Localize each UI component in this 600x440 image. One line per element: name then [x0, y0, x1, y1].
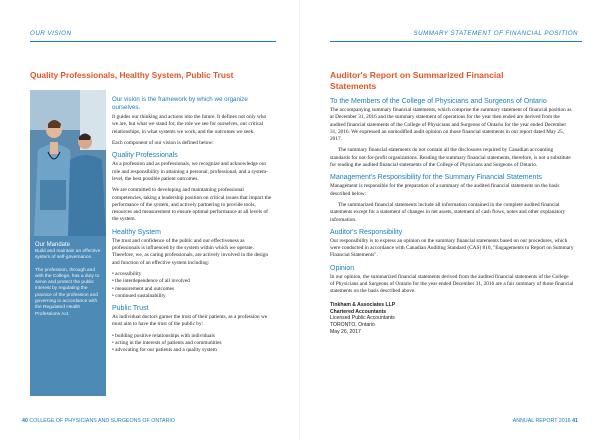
- running-header-right: SUMMARY STATEMENT OF FINANCIAL POSITION: [413, 30, 578, 37]
- mandate-sidebar: [30, 236, 106, 396]
- page-title-left: Quality Professionals, Healthy System, Public Trust: [30, 70, 234, 80]
- auditor-report-column: [330, 98, 574, 336]
- vision-intro: Our vision is the framework by which we organize ourselves.: [112, 96, 248, 111]
- heading-management-responsibility: Management's Responsibility for the Summary Financial Statements: [330, 174, 542, 182]
- signoff-line: Chartered Accountants: [330, 308, 387, 315]
- hs-para: The trust and confidence of the public and our effectiveness as professionals is influenced by the system within which we operate. Therefore, we, as caring professionals, are actively involved in the design and function of an effective system including:: [112, 237, 269, 266]
- footer-text-right: ANNUAL REPORT 2016: [512, 418, 571, 424]
- list-item: • measurement and outcomes: [112, 285, 175, 292]
- list-item: • acting in the interests of patients and communities: [112, 340, 222, 347]
- to-para-1: The accompanying summary financial statements, which comprise the summary statement of financial position as at December 31, 2016 and the summary statement of operations for the year then ended are derived from the audited financial statements of the College of Physicians and Surgeons of Ontario for the year ended December 31, 2016. We expressed an unmodified audit opinion on those financial statements in our report dated May 25, 2017.: [330, 107, 572, 143]
- sidebar-title: Our Mandate: [35, 242, 71, 248]
- list-item: • advocating for our patients and a quality system: [112, 347, 217, 354]
- aud-para: Our responsibility is to express an opinion on the summary financial statements based on our procedures, which were conducted in accordance with Canadian Auditing Standard (CAS) 810, "Engagements to Report on Summary Financial Statements".: [330, 237, 574, 259]
- mgmt-para-2: The summarized financial statements include all information contained in the complete audited financial statements except for a statement of changes in net assets, statement of cash flows, notes and other explanatory information.: [330, 201, 566, 223]
- sidebar-text-1: Build and maintain an effective system of self-governance.: [35, 249, 101, 261]
- staff-photo-illustration: [30, 90, 106, 236]
- qp-para-2: We are committed to developing and maintaining professional competencies, taking a leadership position on critical issues that impact the performance of the system, and actively partnering to provide tools, resources and measurement to ensure optimal performance at all levels of the system.: [112, 187, 272, 223]
- signoff-line: TORONTO, Ontario: [330, 322, 375, 329]
- running-header-left: OUR VISION: [30, 30, 72, 37]
- signoff-date: May 26, 2017: [330, 329, 361, 336]
- staff-photo: [30, 90, 106, 236]
- heading-to-members: To the Members of the College of Physicians and Surgeons of Ontario: [330, 98, 547, 105]
- list-item: • continued sustainability: [112, 292, 166, 299]
- list-item: • building positive relationships with individuals: [112, 332, 215, 339]
- page-number-right: 41: [572, 418, 578, 424]
- header-rule-right: [330, 41, 582, 42]
- list-item: • the interdependence of all involved: [112, 278, 190, 285]
- header-rule-left: [30, 41, 276, 42]
- page-title-right: [330, 70, 580, 92]
- hs-bullet-list: [112, 271, 272, 300]
- heading-auditor-responsibility: Auditor's Responsibility: [330, 228, 403, 236]
- list-item: • accessibility: [112, 270, 142, 277]
- page-number-left: 40: [22, 418, 28, 424]
- heading-opinion: Opinion: [330, 264, 355, 272]
- to-para-2: The summary financial statements do not contain all the disclosures required by Canadian accounting standards for not-for-profit organizations. Reading the summary financial statements, therefore, is not a substitute for reading the audited financial statements of the College of Physicians and Surgeons of Ontario.: [330, 147, 571, 169]
- footer-right: [513, 418, 578, 424]
- auditor-signoff: [330, 302, 574, 337]
- heading-public-trust: Public Trust: [112, 305, 149, 313]
- sidebar-text-2: The profession, through and with the College, has a duty to serve and protect the public interest by regulating the practice of the profession and governing in accordance with the Regulated Health Professions Act.: [35, 267, 100, 317]
- signoff-line: Licensed Public Accountants: [330, 315, 395, 322]
- qp-para-1: As a profession and as professionals, we recognize and acknowledge our role and responsibility in attaining a personal, professional, and a system-level, the best possible patient outcomes.: [112, 161, 268, 182]
- opinion-para: In our opinion, the summarized financial statements derived from the audited financial statements of the College of Physicians and Surgeons of Ontario for the year ended December 31, 2016 are a fair summary of those financial statements on the basis described above.: [330, 273, 574, 295]
- vision-text-column: [112, 96, 272, 358]
- title-line-1: Auditor's Report on Summarized Financial: [330, 70, 504, 80]
- pt-para: As individual doctors garner the trust of their patients, as a profession we must aim to have the trust of the public by:: [112, 314, 268, 328]
- heading-quality-professionals: Quality Professionals: [112, 152, 178, 160]
- pt-bullet-list: [112, 333, 272, 355]
- footer-text-left: COLLEGE OF PHYSICIANS AND SURGEONS OF ONTARIO: [29, 418, 175, 424]
- footer-left: [22, 418, 175, 424]
- vision-para-1: It guides our thinking and actions into the future. It defines not only who we are, but what we stand for, the role we see for ourselves, our critical relationships, in what systems we work, and the outcomes we seek.: [112, 114, 267, 135]
- heading-healthy-system: Healthy System: [112, 228, 162, 236]
- signoff-firm: Tinkham & Associates LLP: [330, 301, 396, 308]
- title-line-2: Statements: [330, 81, 377, 91]
- mgmt-para-1: Management is responsible for the preparation of a summary of the audited financial statements on the basis described below:: [330, 183, 560, 197]
- vision-para-2: Each component of our vision is defined below:: [112, 140, 214, 147]
